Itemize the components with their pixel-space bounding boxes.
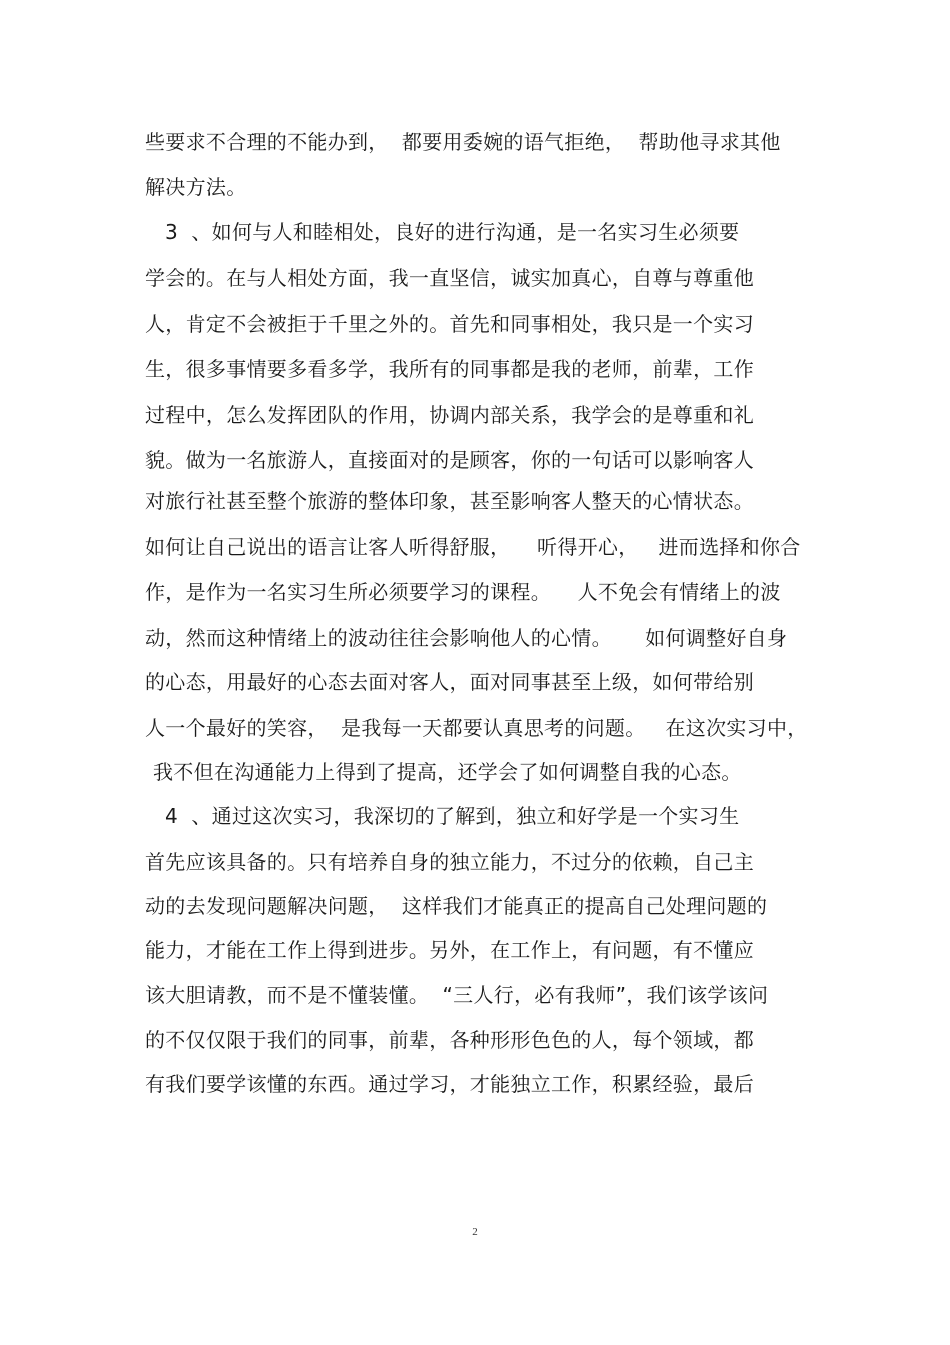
text-line: 的不仅仅限于我们的同事，前辈，各种形形色色的人，每个领域，都 (145, 1028, 754, 1052)
text-line: 的心态，用最好的心态去面对客人，面对同事甚至上级，如何带给别 (145, 670, 754, 694)
text-line: 如何让自己说出的语言让客人听得舒服， 听得开心， 进而选择和你合 (145, 535, 801, 559)
text-line: 人，肯定不会被拒于千里之外的。首先和同事相处，我只是一个实习 (145, 312, 754, 336)
text-line: 学会的。在与人相处方面，我一直坚信，诚实加真心，自尊与尊重他 (145, 266, 754, 290)
text-line: 动，然而这种情绪上的波动往往会影响他人的心情。 如何调整好自身 (145, 626, 788, 650)
text-line: 我不但在沟通能力上得到了提高，还学会了如何调整自我的心态。 (153, 760, 742, 784)
text-line: 3 、如何与人和睦相处，良好的进行沟通，是一名实习生必须要 (165, 220, 740, 244)
text-line: 能力，才能在工作上得到进步。另外，在工作上，有问题，有不懂应 (145, 938, 754, 962)
text-line: 生，很多事情要多看多学，我所有的同事都是我的老师，前辈，工作 (145, 357, 754, 381)
text-line: 首先应该具备的。只有培养自身的独立能力，不过分的依赖，自己主 (145, 850, 754, 874)
text-line: 些要求不合理的不能办到， 都要用委婉的语气拒绝， 帮助他寻求其他 (145, 130, 781, 154)
page-number: 2 (472, 1226, 478, 1238)
text-line: 对旅行社甚至整个旅游的整体印象，甚至影响客人整天的心情状态。 (145, 489, 754, 513)
text-line: 动的去发现问题解决问题， 这样我们才能真正的提高自己处理问题的 (145, 894, 768, 918)
text-line: 过程中，怎么发挥团队的作用，协调内部关系，我学会的是尊重和礼 (145, 403, 754, 427)
text-line: 作，是作为一名实习生所必须要学习的课程。 人不免会有情绪上的波 (145, 580, 781, 604)
text-line: 人一个最好的笑容， 是我每一天都要认真思考的问题。 在这次实习中， (145, 716, 808, 740)
text-line: 该大胆请教，而不是不懂装懂。 “三人行，必有我师”，我们该学该问 (145, 983, 769, 1007)
text-line: 有我们要学该懂的东西。通过学习，才能独立工作，积累经验，最后 (145, 1072, 754, 1096)
text-line: 解决方法。 (145, 175, 247, 199)
text-line: 4 、通过这次实习，我深切的了解到，独立和好学是一个实习生 (165, 804, 740, 828)
text-line: 貌。做为一名旅游人，直接面对的是顾客，你的一句话可以影响客人 (145, 448, 754, 472)
